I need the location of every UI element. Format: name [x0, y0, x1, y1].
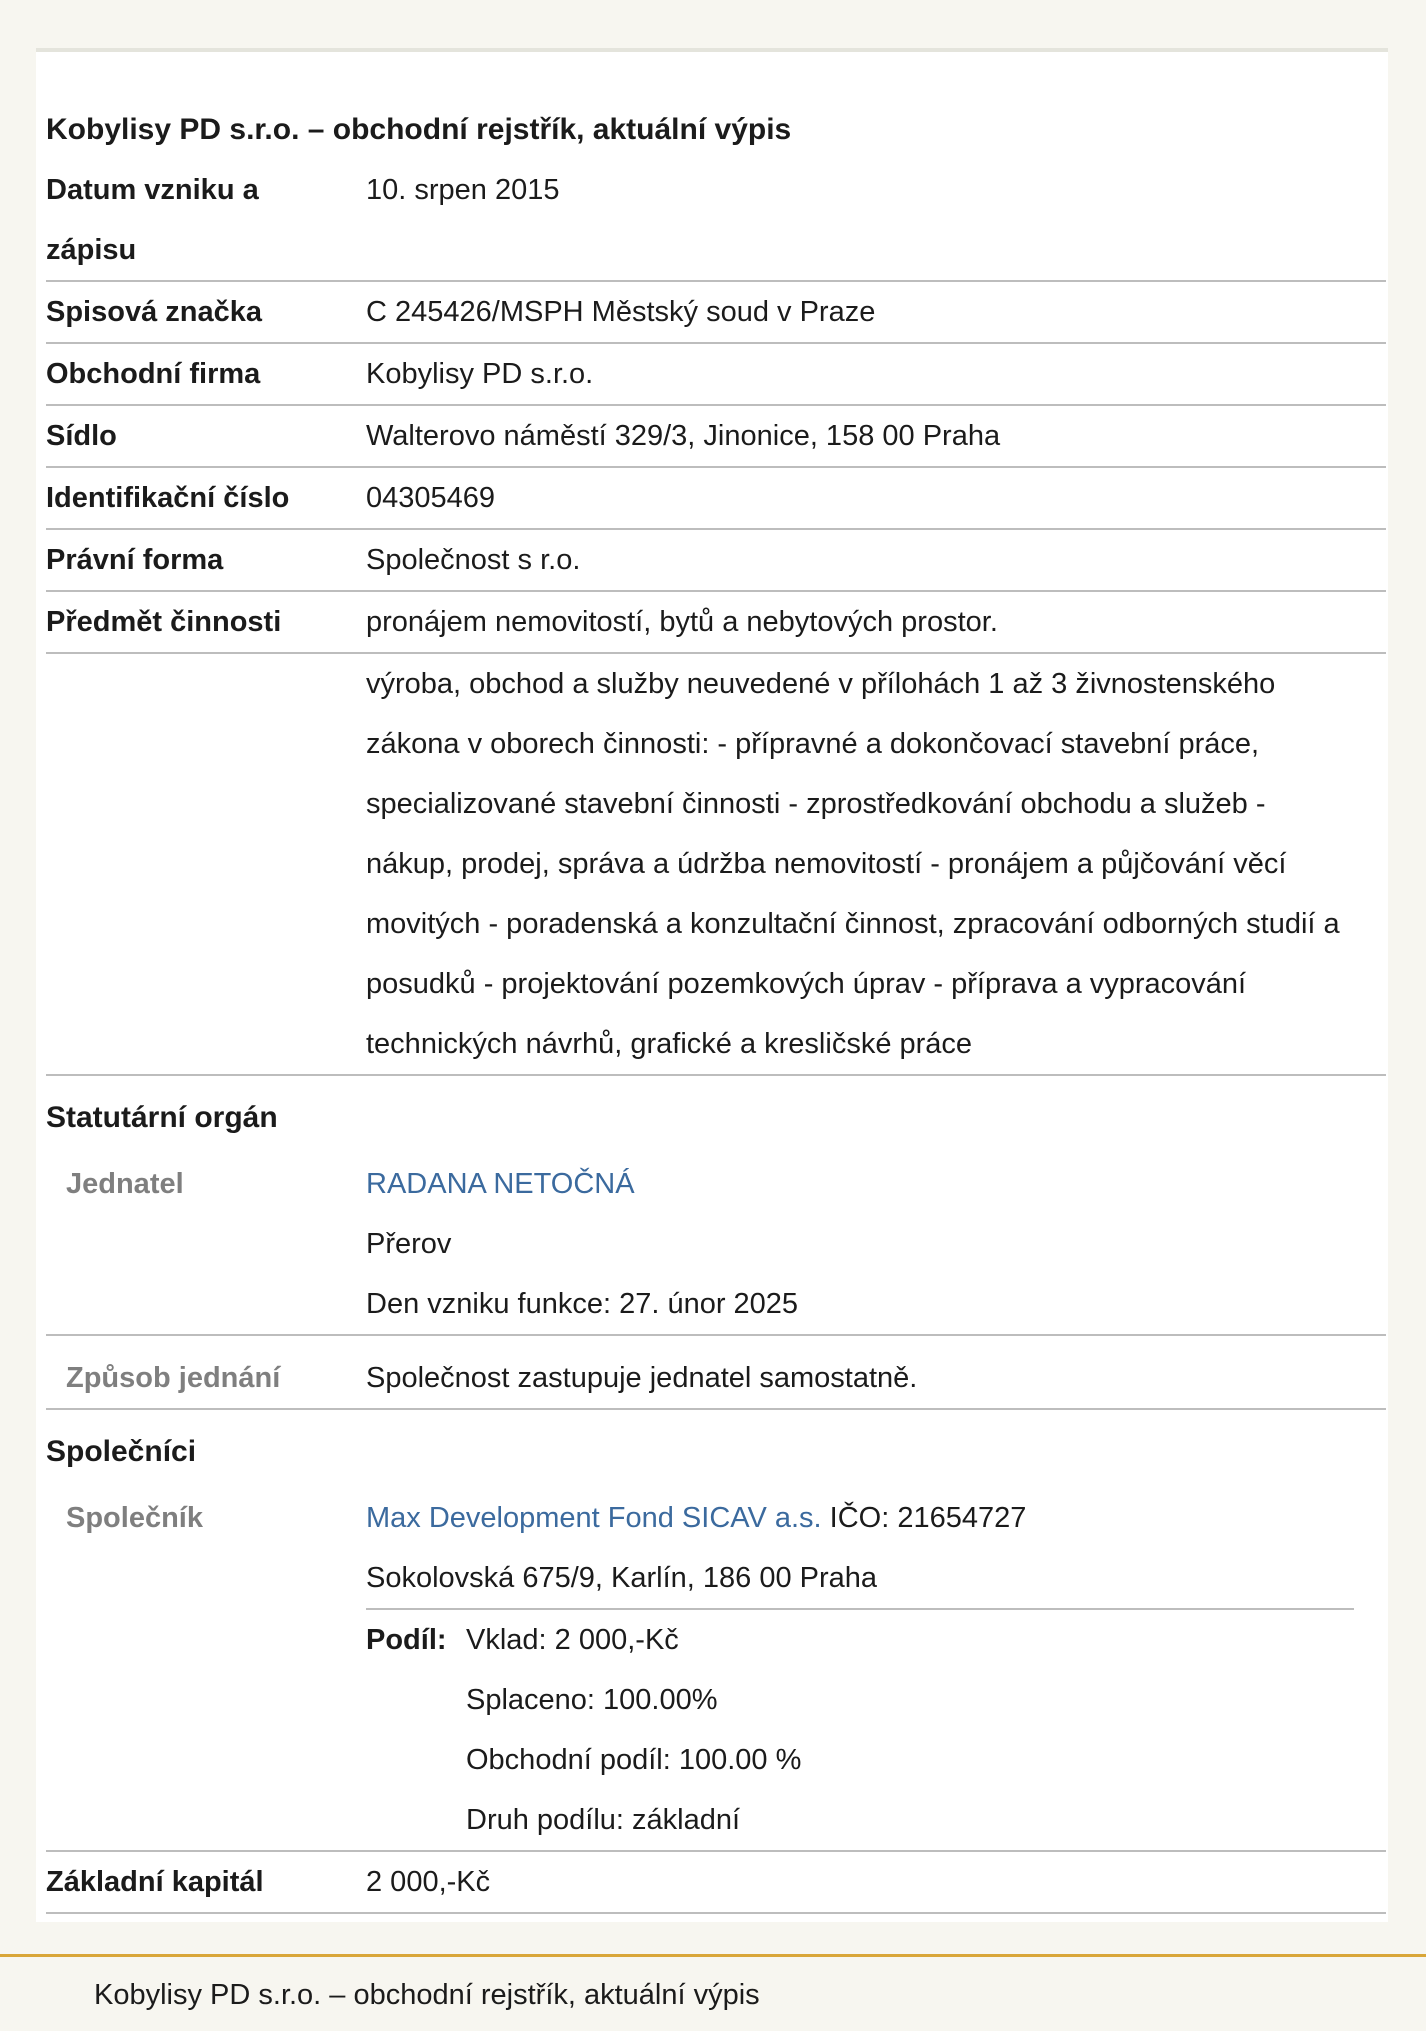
row-label: Jednatel — [66, 1168, 184, 1200]
section-heading-statutarni-organ: Statutární orgán — [46, 1101, 278, 1134]
footer-bar — [0, 1954, 1426, 2031]
row-jednatel — [46, 1154, 1386, 1336]
row-predmet-cinnosti-detail — [46, 654, 1386, 1076]
jednatel-since: Den vzniku funkce: 27. únor 2025 — [366, 1288, 799, 1320]
podil-label: Podíl: — [366, 1624, 447, 1656]
row-datum-vzniku — [46, 160, 1386, 282]
row-label: Sídlo — [46, 420, 117, 452]
label-line: Datum vzniku a — [46, 174, 259, 206]
text-line: specializované stavební činnosti - zprostředkování obchodu a služeb - — [366, 788, 1266, 820]
row-value: 10. srpen 2015 — [366, 174, 560, 206]
label-line: zápisu — [46, 234, 137, 266]
row-label-empty — [46, 654, 366, 1074]
row-value: pronájem nemovitostí, bytů a nebytových prostor. — [366, 606, 998, 638]
text-line: posudků - projektování pozemkových úprav - příprava a vypracování — [366, 968, 1247, 1000]
spolecnik-ico: IČO: 21654727 — [821, 1502, 1027, 1534]
row-value: Společnost s r.o. — [366, 544, 581, 576]
row-label: Způsob jednání — [66, 1362, 281, 1394]
page-title: Kobylisy PD s.r.o. – obchodní rejstřík, aktuální výpis — [46, 113, 792, 146]
jednatel-city: Přerov — [366, 1228, 452, 1260]
row-label: Spisová značka — [46, 296, 262, 328]
row-spolecnik — [46, 1488, 1386, 1852]
podil-block — [366, 1610, 1386, 1850]
row-value: Společnost zastupuje jednatel samostatně. — [366, 1362, 918, 1394]
text-line: zákona v oborech činnosti: - přípravné a dokončovací stavební práce, — [366, 728, 1260, 760]
podil-line: Splaceno: 100.00% — [466, 1684, 718, 1716]
text-line: movitých - poradenská a konzultační činnost, zpracování odborných studií a — [366, 908, 1340, 940]
footer-text: Kobylisy PD s.r.o. – obchodní rejstřík, aktuální výpis — [94, 1979, 760, 2011]
row-label: Právní forma — [46, 544, 224, 576]
row-value — [366, 1488, 1386, 1850]
row-sidlo — [46, 406, 1386, 468]
row-spisova-znacka — [46, 282, 1386, 344]
podil-line: Vklad: 2 000,-Kč — [466, 1624, 679, 1656]
register-content — [46, 100, 1386, 1914]
spolecnik-address: Sokolovská 675/9, Karlín, 186 00 Praha — [366, 1562, 878, 1594]
jednatel-name-link[interactable]: RADANA NETOČNÁ — [366, 1168, 635, 1200]
row-label: Předmět činnosti — [46, 606, 282, 638]
text-line: výroba, obchod a služby neuvedené v přílohách 1 až 3 živnostenského — [366, 668, 1276, 700]
podil-line: Obchodní podíl: 100.00 % — [466, 1744, 802, 1776]
row-obchodni-firma — [46, 344, 1386, 406]
row-value: Walterovo náměstí 329/3, Jinonice, 158 00 Praha — [366, 420, 1001, 452]
row-pravni-forma — [46, 530, 1386, 592]
row-label — [46, 160, 366, 280]
row-label: Obchodní firma — [46, 358, 261, 390]
row-zpusob-jednani — [46, 1336, 1386, 1410]
row-label: Základní kapitál — [46, 1866, 264, 1898]
row-predmet-cinnosti — [46, 592, 1386, 654]
row-value: 2 000,-Kč — [366, 1866, 491, 1898]
row-identifikacni-cislo — [46, 468, 1386, 530]
section-heading-spolecnici: Společníci — [46, 1435, 197, 1468]
row-value: C 245426/MSPH Městský soud v Praze — [366, 296, 876, 328]
spolecnik-name-line — [366, 1488, 1386, 1548]
row-label: Společník — [66, 1502, 203, 1534]
row-label: Identifikační číslo — [46, 482, 290, 514]
row-value: Kobylisy PD s.r.o. — [366, 358, 594, 390]
podil-line: Druh podílu: základní — [466, 1804, 741, 1836]
row-zakladni-kapital — [46, 1852, 1386, 1914]
row-value — [366, 1154, 1386, 1334]
register-card — [36, 48, 1388, 1922]
podil-values — [466, 1610, 1386, 1850]
row-value: 04305469 — [366, 482, 496, 514]
spolecnik-name-link[interactable]: Max Development Fond SICAV a.s. — [366, 1502, 822, 1534]
text-line: nákup, prodej, správa a údržba nemovitostí - pronájem a půjčování věcí — [366, 848, 1287, 880]
text-line: technických návrhů, grafické a kresličské práce — [366, 1028, 973, 1060]
row-value-multiline — [366, 654, 1386, 1074]
